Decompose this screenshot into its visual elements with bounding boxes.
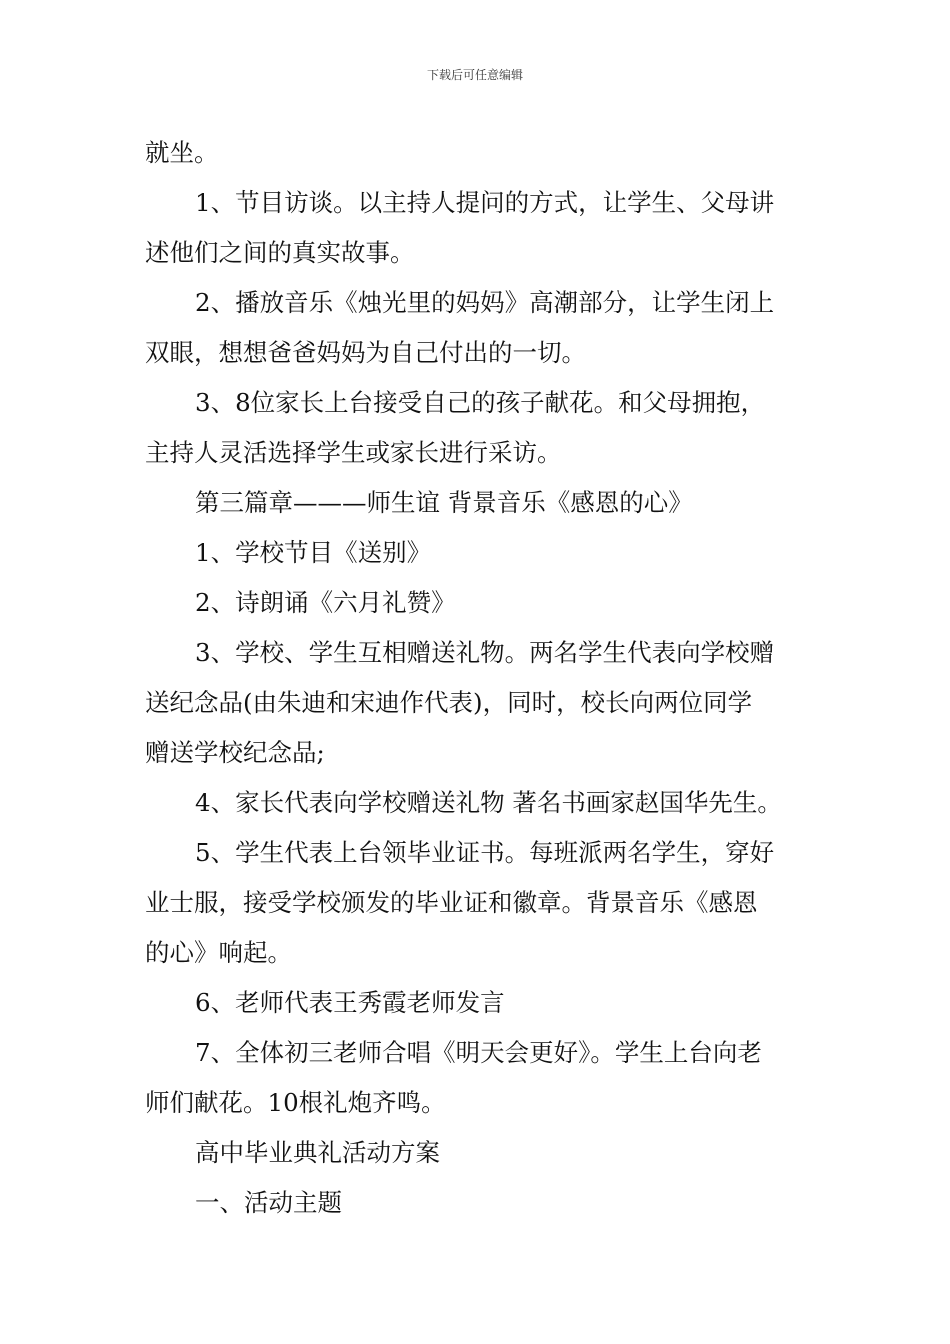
paragraph-line: 一、活动主题 xyxy=(195,1188,342,1217)
document-body xyxy=(145,128,810,1228)
paragraph-line: 1、节目访谈。以主持人提问的方式，让学生、父母讲 xyxy=(195,188,775,217)
paragraph-line: 双眼，想想爸爸妈妈为自己付出的一切。 xyxy=(145,338,586,367)
paragraph-line: 师们献花。10根礼炮齐鸣。 xyxy=(145,1088,446,1117)
paragraph-line: 6、老师代表王秀霞老师发言 xyxy=(195,988,505,1017)
paragraph-line: 主持人灵活选择学生或家长进行采访。 xyxy=(145,438,562,467)
paragraph-line: 2、播放音乐《烛光里的妈妈》高潮部分，让学生闭上 xyxy=(195,288,775,317)
paragraph-line: 3、8位家长上台接受自己的孩子献花。和父母拥抱， xyxy=(195,388,766,417)
paragraph-line: 3、学校、学生互相赠送礼物。两名学生代表向学校赠 xyxy=(195,638,775,667)
paragraph-line: 的心》响起。 xyxy=(145,938,292,967)
paragraph-line: 业士服，接受学校颁发的毕业证和徽章。背景音乐《感恩 xyxy=(145,888,758,917)
paragraph-line: 2、诗朗诵《六月礼赞》 xyxy=(195,588,456,617)
paragraph-line: 高中毕业典礼活动方案 xyxy=(195,1138,440,1167)
paragraph-line: 第三篇章———师生谊 背景音乐《感恩的心》 xyxy=(195,488,693,517)
paragraph-line: 4、家长代表向学校赠送礼物 著名书画家赵国华先生。 xyxy=(195,788,782,817)
paragraph-line: 述他们之间的真实故事。 xyxy=(145,238,415,267)
paragraph-line: 7、全体初三老师合唱《明天会更好》。学生上台向老 xyxy=(195,1038,762,1067)
paragraph-line: 赠送学校纪念品; xyxy=(145,738,325,767)
paragraph-line: 1、学校节目《送别》 xyxy=(195,538,432,567)
paragraph-line: 5、学生代表上台领毕业证书。每班派两名学生，穿好 xyxy=(195,838,775,867)
paragraph-line: 送纪念品(由朱迪和宋迪作代表)，同时，校长向两位同学 xyxy=(145,688,753,717)
paragraph-line: 就坐。 xyxy=(145,138,219,167)
page-header: 下载后可任意编辑 xyxy=(426,68,523,82)
